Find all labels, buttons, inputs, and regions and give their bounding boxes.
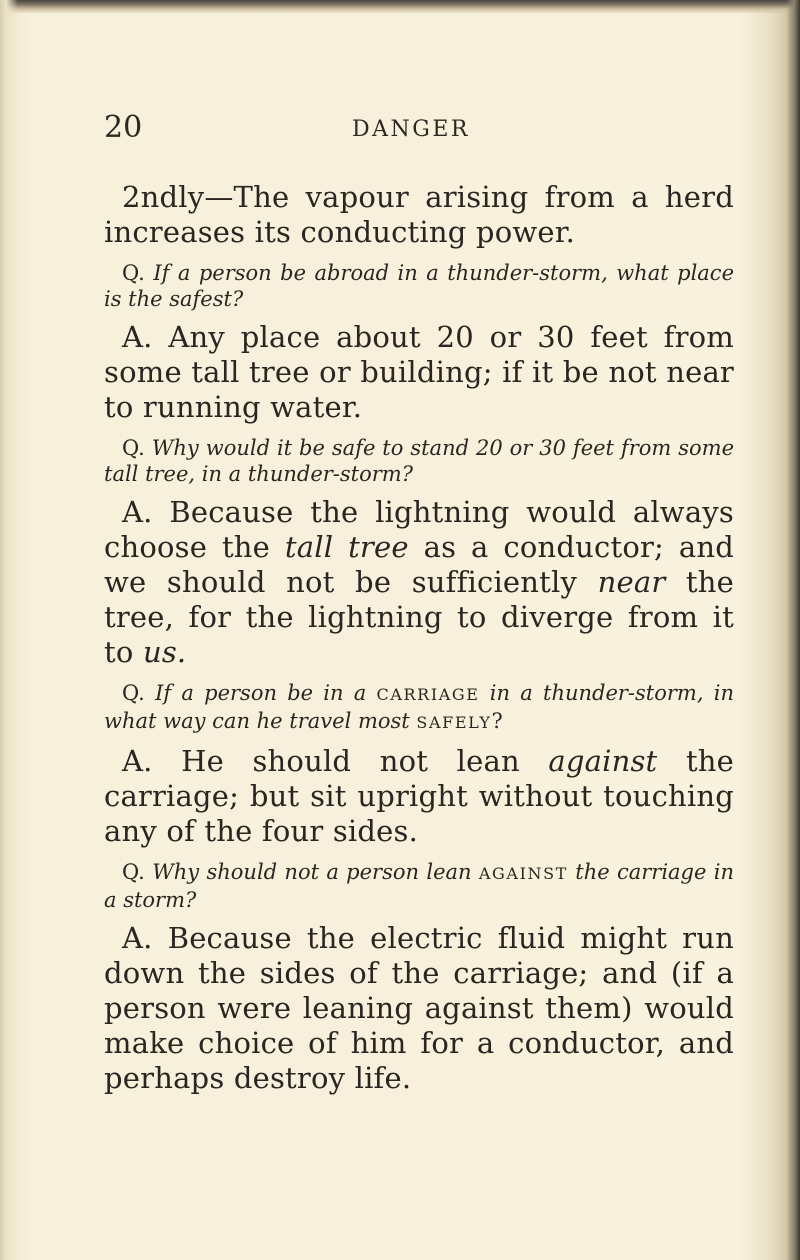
page-number: 20 <box>104 110 143 145</box>
answer-text-part: Because the lightning would always choose the <box>104 495 734 564</box>
small-caps-carriage: CARRIAGE <box>376 685 480 704</box>
question-text-part: Why should not a person lean <box>152 860 472 884</box>
question-label: Q. <box>122 681 145 705</box>
answer-2 <box>104 495 734 670</box>
question-text-part: the carriage in a storm? <box>104 860 734 912</box>
small-caps-safely: SAFELY <box>416 713 492 732</box>
answer-1 <box>104 320 734 425</box>
question-4 <box>104 859 734 913</box>
question-text: If a person be abroad in a thunder-storm, what place is the safest? <box>104 261 734 311</box>
emphasis-against: against <box>548 744 658 778</box>
question-text: Why would it be safe to stand 20 or 30 feet from some tall tree, in a thunder-storm? <box>104 436 734 486</box>
answer-text-part: the carriage; but sit upright without touching any of the four sides. <box>104 744 735 848</box>
question-label: Q. <box>122 860 145 884</box>
answer-text-part: the tree, for the lightning to diverge from it to <box>104 565 734 669</box>
question-text-part: in a thunder-storm, in what way can he travel most <box>104 681 734 733</box>
emphasis-tall-tree: tall tree <box>284 530 409 564</box>
running-head: DANGER <box>352 117 470 142</box>
answer-label: A. <box>122 495 153 529</box>
answer-label: A. <box>122 320 153 354</box>
page-top-edge <box>0 0 800 14</box>
question-1 <box>104 260 734 312</box>
small-caps-against: AGAINST <box>478 864 568 883</box>
page-text <box>104 180 734 1096</box>
question-3 <box>104 680 734 736</box>
question-2 <box>104 435 734 487</box>
question-mark: ? <box>491 709 503 733</box>
question-text-part: If a person be in a <box>155 681 367 705</box>
paragraph-vapour: 2ndly—The vapour arising from a herd increases its conducting power. <box>104 180 734 249</box>
page-header <box>104 108 744 154</box>
answer-3 <box>104 744 734 849</box>
answer-label: A. <box>122 744 153 778</box>
answer-text-part: He should not lean <box>181 744 520 778</box>
page-right-edge <box>786 0 800 1260</box>
answer-text: Any place about 20 or 30 feet from some tall tree or building; if it be not near to running water. <box>104 320 734 424</box>
emphasis-us: us. <box>142 635 187 669</box>
answer-text-part: as a conductor; and we should not be sufficiently <box>104 530 735 599</box>
answer-text: Because the electric fluid might run down the sides of the carriage; and (if a person were leaning against them) would make choice of him for a conductor, and perhaps destroy life. <box>104 921 734 1095</box>
question-label: Q. <box>122 436 145 460</box>
question-label: Q. <box>122 261 145 285</box>
emphasis-near: near <box>597 565 666 599</box>
answer-label: A. <box>122 921 153 955</box>
answer-4 <box>104 921 734 1096</box>
page-left-edge <box>0 0 18 1260</box>
